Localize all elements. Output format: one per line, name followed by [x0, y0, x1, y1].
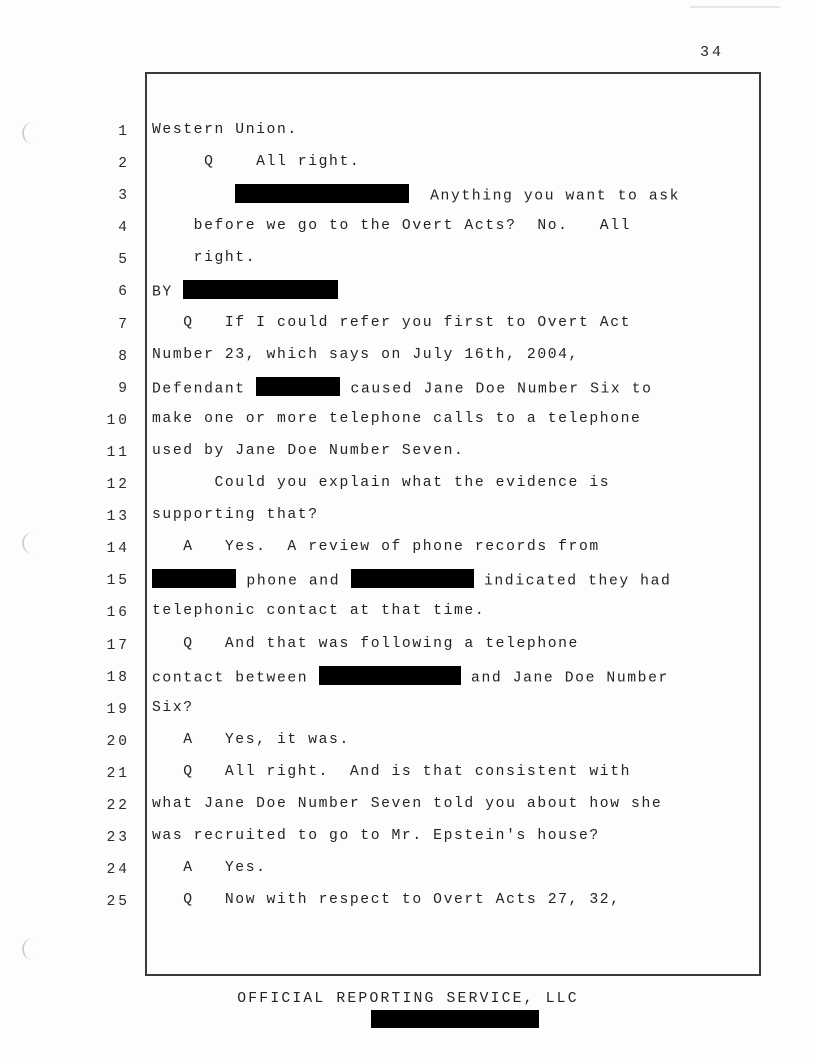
transcript-line: [0, 668, 816, 700]
line-text-segment: Q Now with respect to Overt Acts 27, 32,: [152, 892, 621, 909]
line-number: 24: [106, 862, 130, 879]
line-number: 13: [106, 509, 130, 526]
line-number: 2: [118, 156, 130, 173]
line-number: 20: [106, 733, 130, 750]
line-text: [152, 507, 319, 523]
line-number: 17: [106, 637, 130, 654]
line-text-segment: what Jane Doe Number Seven told you about how she: [152, 795, 663, 812]
line-number: 19: [106, 701, 130, 718]
footer-redaction-bar: [371, 1010, 539, 1028]
line-number: 10: [106, 412, 130, 429]
line-text-segment: Could you explain what the evidence is: [152, 475, 611, 492]
line-text: [152, 860, 267, 876]
line-text-segment: phone and: [236, 573, 351, 590]
transcript-line: [0, 154, 816, 186]
redaction-bar: [152, 569, 236, 588]
transcript-line: [0, 860, 816, 892]
line-text: [152, 571, 671, 590]
margin-mark: [22, 938, 36, 960]
line-number: 1: [118, 124, 130, 140]
line-text-segment: make one or more telephone calls to a telephone: [152, 410, 642, 427]
line-text: [152, 347, 579, 363]
page-number: 34: [700, 44, 725, 61]
line-text: [152, 443, 464, 459]
transcript-line: [0, 507, 816, 539]
line-text: [152, 379, 653, 398]
line-text-segment: Q All right. And is that consistent with: [152, 763, 632, 780]
line-text-segment: A Yes, it was.: [152, 731, 350, 748]
line-text-segment: Number 23, which says on July 16th, 2004,: [152, 346, 579, 363]
line-number: 22: [106, 797, 130, 814]
line-number: 5: [118, 252, 130, 269]
line-number: 16: [106, 605, 130, 622]
transcript-line: [0, 571, 816, 603]
transcript-line: [0, 603, 816, 635]
redaction-bar: [235, 184, 409, 203]
line-text: [152, 282, 338, 301]
transcript-line: [0, 282, 816, 314]
transcript-line: [0, 443, 816, 475]
redaction-bar: [319, 666, 461, 685]
line-text: [152, 218, 631, 234]
line-number: 9: [118, 380, 130, 397]
line-number: 15: [106, 573, 130, 590]
line-text-segment: BY: [152, 284, 184, 301]
line-number: 11: [106, 444, 130, 461]
line-number: 21: [106, 765, 130, 782]
line-text-segment: before we go to the Overt Acts? No. All: [152, 218, 632, 235]
redaction-bar: [256, 377, 340, 396]
transcript-line: [0, 539, 816, 571]
footer-reporting-service: OFFICIAL REPORTING SERVICE, LLC: [237, 991, 579, 1007]
line-text: [152, 764, 631, 780]
line-text: [152, 636, 579, 652]
line-number: 8: [118, 348, 130, 365]
transcript-line: [0, 250, 816, 282]
transcript-line: [0, 892, 816, 924]
line-text: [152, 700, 194, 716]
transcript-line: [0, 347, 816, 379]
line-text-segment: Western Union.: [152, 122, 298, 138]
line-number: 25: [106, 894, 130, 911]
line-text: [152, 250, 256, 266]
transcript-line: [0, 475, 816, 507]
line-text-segment: A Yes.: [152, 860, 267, 877]
line-text: [152, 668, 669, 687]
line-text: [152, 154, 360, 170]
line-text: [152, 315, 631, 331]
line-number: 6: [118, 284, 130, 301]
transcript-line: [0, 218, 816, 250]
line-text: [152, 411, 641, 427]
line-text: [152, 539, 600, 555]
transcript-border-top: [145, 72, 761, 74]
transcript-line: [0, 122, 816, 154]
scan-edge-artifact: [690, 6, 780, 8]
line-text-segment: right.: [152, 250, 257, 267]
line-number: 23: [106, 830, 130, 847]
transcript-body: [0, 122, 816, 924]
line-text-segment: supporting that?: [152, 507, 319, 524]
line-text: [152, 732, 350, 748]
line-number: 7: [118, 316, 130, 333]
transcript-line: [0, 379, 816, 411]
line-text: [152, 186, 680, 205]
line-text-segment: indicated they had: [473, 573, 672, 590]
transcript-line: [0, 828, 816, 860]
transcript-line: [0, 411, 816, 443]
line-text-segment: Anything you want to ask: [409, 188, 681, 205]
line-number: 14: [106, 541, 130, 558]
line-text-segment: Q And that was following a telephone: [152, 635, 579, 652]
transcript-line: [0, 732, 816, 764]
line-text-segment: was recruited to go to Mr. Epstein's house?: [152, 828, 600, 845]
line-text-segment: Q If I could refer you first to Overt Act: [152, 314, 632, 331]
line-text: [152, 475, 610, 491]
line-text: [152, 603, 485, 619]
line-number: 3: [118, 188, 130, 205]
line-number: 18: [106, 669, 130, 686]
transcript-line: [0, 186, 816, 218]
line-text-segment: Defendant: [152, 381, 257, 398]
line-text: [152, 122, 298, 138]
transcript-line: [0, 764, 816, 796]
transcript-line: [0, 700, 816, 732]
line-text-segment: contact between: [152, 669, 319, 686]
line-text-segment: Six?: [152, 699, 194, 716]
line-text-segment: telephonic contact at that time.: [152, 603, 486, 620]
redaction-bar: [351, 569, 474, 588]
line-text-segment: and Jane Doe Number: [460, 669, 669, 686]
line-text-segment: A Yes. A review of phone records from: [152, 539, 600, 556]
line-text: [152, 796, 662, 812]
transcript-line: [0, 315, 816, 347]
transcript-border-bottom: [145, 974, 761, 976]
line-number: 4: [118, 220, 130, 237]
line-text: [152, 828, 600, 844]
line-text-segment: [152, 189, 235, 205]
line-text-segment: Q All right.: [152, 154, 361, 171]
line-text-segment: used by Jane Doe Number Seven.: [152, 442, 465, 459]
line-number: 12: [106, 477, 130, 494]
line-text-segment: caused Jane Doe Number Six to: [340, 381, 653, 398]
redaction-bar: [183, 280, 338, 299]
transcript-line: [0, 796, 816, 828]
transcript-line: [0, 636, 816, 668]
line-text: [152, 892, 621, 908]
